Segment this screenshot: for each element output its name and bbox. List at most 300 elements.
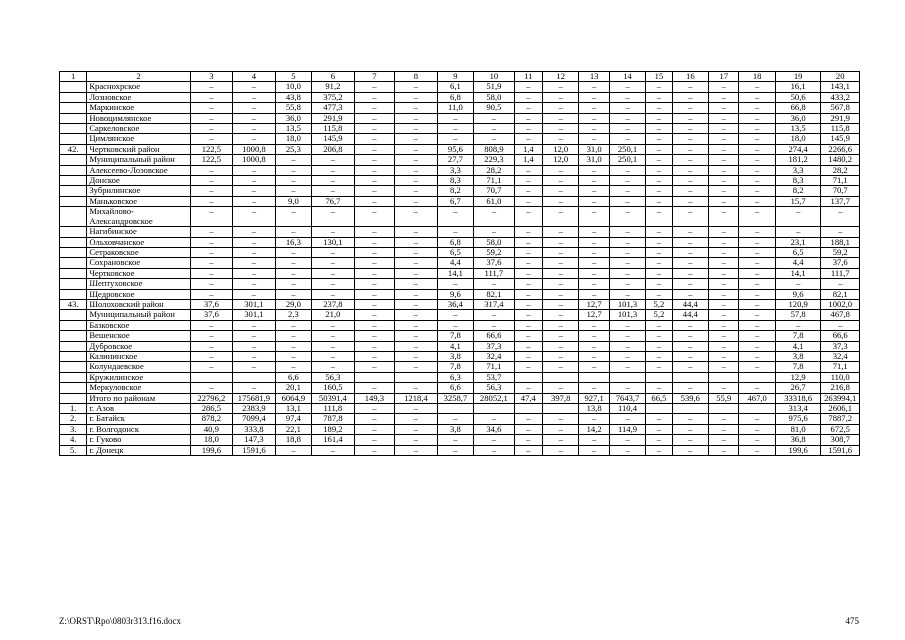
value-cell: – <box>437 124 473 134</box>
value-cell: – <box>709 196 739 206</box>
value-cell: – <box>672 144 708 154</box>
value-cell: – <box>739 227 775 237</box>
value-cell: – <box>739 445 775 455</box>
row-number-cell <box>60 196 87 206</box>
value-cell: 301,1 <box>233 310 276 320</box>
value-cell: 3258,7 <box>437 393 473 403</box>
value-cell: 1000,8 <box>233 144 276 154</box>
value-cell: 7099,4 <box>233 414 276 424</box>
value-cell: – <box>354 351 395 361</box>
value-cell: – <box>437 445 473 455</box>
value-cell: – <box>672 341 708 351</box>
value-cell: – <box>233 196 276 206</box>
row-name-cell: Донское <box>87 176 190 186</box>
column-number-cell: 10 <box>474 72 515 82</box>
value-cell: – <box>579 176 609 186</box>
value-cell: – <box>474 134 515 144</box>
value-cell: – <box>646 196 672 206</box>
value-cell: – <box>354 435 395 445</box>
value-cell: – <box>395 445 438 455</box>
row-name-cell: Сохрановское <box>87 258 190 268</box>
value-cell: – <box>579 362 609 372</box>
value-cell: 1591,6 <box>233 445 276 455</box>
value-cell: 313,4 <box>775 404 821 414</box>
value-cell: – <box>395 404 438 414</box>
row-number-cell <box>60 310 87 320</box>
value-cell: – <box>275 320 311 330</box>
value-cell: – <box>672 207 708 227</box>
value-cell: – <box>395 124 438 134</box>
row-name-cell: г. Донецк <box>87 445 190 455</box>
value-cell: – <box>233 207 276 227</box>
row-name-cell: Вешенское <box>87 331 190 341</box>
value-cell: 27,7 <box>437 155 473 165</box>
value-cell: – <box>514 124 542 134</box>
value-cell: – <box>609 176 645 186</box>
value-cell: – <box>579 268 609 278</box>
value-cell: – <box>609 289 645 299</box>
value-cell: – <box>233 82 276 92</box>
value-cell: 110,0 <box>821 372 860 382</box>
value-cell: 2266,6 <box>821 144 860 154</box>
value-cell: 250,1 <box>609 155 645 165</box>
value-cell: 29,0 <box>275 299 311 309</box>
value-cell: 32,4 <box>474 351 515 361</box>
value-cell: – <box>739 258 775 268</box>
value-cell: – <box>437 310 473 320</box>
value-cell: – <box>672 362 708 372</box>
value-cell: 6,5 <box>437 247 473 257</box>
value-cell: – <box>542 341 578 351</box>
value-cell: 44,4 <box>672 299 708 309</box>
row-number-cell <box>60 113 87 123</box>
value-cell: – <box>354 331 395 341</box>
value-cell: – <box>395 134 438 144</box>
value-cell: – <box>579 134 609 144</box>
value-cell: 28,2 <box>474 165 515 175</box>
value-cell: – <box>542 186 578 196</box>
table-row <box>60 414 860 424</box>
value-cell: 6,5 <box>775 247 821 257</box>
value-cell: – <box>354 186 395 196</box>
value-cell: – <box>275 258 311 268</box>
value-cell: 12,0 <box>542 155 578 165</box>
row-number-cell <box>60 372 87 382</box>
value-cell: – <box>542 310 578 320</box>
value-cell: 18,0 <box>190 435 233 445</box>
value-cell: – <box>579 435 609 445</box>
value-cell: – <box>646 82 672 92</box>
value-cell: – <box>354 362 395 372</box>
row-name-cell: Чертковское <box>87 268 190 278</box>
table-row <box>60 331 860 341</box>
value-cell: 71,1 <box>821 362 860 372</box>
value-cell: – <box>514 341 542 351</box>
value-cell: – <box>190 237 233 247</box>
value-cell: 787,8 <box>312 414 355 424</box>
value-cell: 95,6 <box>437 144 473 154</box>
value-cell: 7,8 <box>437 331 473 341</box>
value-cell: – <box>474 124 515 134</box>
value-cell: – <box>609 134 645 144</box>
value-cell: 58,0 <box>474 92 515 102</box>
value-cell: – <box>739 383 775 393</box>
table-row <box>60 165 860 175</box>
value-cell <box>709 372 739 382</box>
value-cell <box>739 404 775 414</box>
value-cell: – <box>395 92 438 102</box>
value-cell: – <box>739 134 775 144</box>
value-cell: – <box>354 92 395 102</box>
value-cell: – <box>579 227 609 237</box>
value-cell: – <box>354 320 395 330</box>
value-cell: 66,6 <box>474 331 515 341</box>
value-cell: – <box>514 351 542 361</box>
value-cell: – <box>609 341 645 351</box>
value-cell: – <box>609 186 645 196</box>
value-cell: – <box>312 341 355 351</box>
value-cell: – <box>437 435 473 445</box>
value-cell: – <box>739 299 775 309</box>
value-cell: – <box>646 424 672 434</box>
value-cell: – <box>275 155 311 165</box>
value-cell: – <box>312 268 355 278</box>
value-cell: 291,9 <box>312 113 355 123</box>
row-number-cell: 1. <box>60 404 87 414</box>
value-cell: 2606,1 <box>821 404 860 414</box>
value-cell: – <box>609 82 645 92</box>
value-cell: 199,6 <box>190 445 233 455</box>
value-cell: – <box>646 268 672 278</box>
table-row <box>60 144 860 154</box>
table-row <box>60 227 860 237</box>
value-cell: – <box>514 247 542 257</box>
value-cell: – <box>579 237 609 247</box>
value-cell: – <box>646 124 672 134</box>
value-cell: – <box>709 351 739 361</box>
value-cell: – <box>312 155 355 165</box>
value-cell: – <box>579 113 609 123</box>
table-row <box>60 134 860 144</box>
value-cell <box>190 372 233 382</box>
value-cell: 3,3 <box>437 165 473 175</box>
value-cell: – <box>233 103 276 113</box>
value-cell: – <box>190 289 233 299</box>
value-cell: – <box>542 351 578 361</box>
value-cell: 66,8 <box>775 103 821 113</box>
value-cell: 1591,6 <box>821 445 860 455</box>
value-cell: – <box>312 320 355 330</box>
value-cell: 5,2 <box>646 299 672 309</box>
value-cell <box>646 404 672 414</box>
value-cell: – <box>709 176 739 186</box>
value-cell: – <box>709 414 739 424</box>
value-cell: 147,3 <box>233 435 276 445</box>
value-cell: – <box>646 247 672 257</box>
value-cell: – <box>739 414 775 424</box>
value-cell: – <box>233 268 276 278</box>
row-number-cell <box>60 176 87 186</box>
value-cell: – <box>646 362 672 372</box>
value-cell: – <box>739 144 775 154</box>
value-cell: – <box>275 341 311 351</box>
value-cell: – <box>190 82 233 92</box>
value-cell: 6,6 <box>275 372 311 382</box>
value-cell: – <box>739 362 775 372</box>
value-cell: – <box>672 103 708 113</box>
value-cell: – <box>542 247 578 257</box>
value-cell: – <box>739 196 775 206</box>
value-cell: – <box>354 227 395 237</box>
row-name-cell: Шептуховское <box>87 279 190 289</box>
value-cell: – <box>579 165 609 175</box>
value-cell: – <box>437 414 473 424</box>
value-cell: – <box>542 445 578 455</box>
value-cell: – <box>542 268 578 278</box>
value-cell: – <box>609 196 645 206</box>
value-cell: – <box>395 82 438 92</box>
value-cell: – <box>609 113 645 123</box>
value-cell: – <box>672 186 708 196</box>
value-cell: 12,0 <box>542 144 578 154</box>
value-cell: – <box>646 92 672 102</box>
value-cell: – <box>275 207 311 227</box>
value-cell: – <box>514 186 542 196</box>
value-cell: – <box>395 435 438 445</box>
value-cell: 12,9 <box>775 372 821 382</box>
data-table <box>59 71 860 456</box>
value-cell: 18,0 <box>275 134 311 144</box>
value-cell: 56,3 <box>312 372 355 382</box>
value-cell: – <box>542 134 578 144</box>
value-cell: – <box>739 186 775 196</box>
value-cell: 91,2 <box>312 82 355 92</box>
value-cell: – <box>672 279 708 289</box>
row-number-cell <box>60 237 87 247</box>
value-cell: 477,3 <box>312 103 355 113</box>
row-number-cell <box>60 134 87 144</box>
value-cell <box>542 404 578 414</box>
row-name-cell: г. Волгодонск <box>87 424 190 434</box>
value-cell: – <box>646 445 672 455</box>
value-cell: – <box>275 362 311 372</box>
column-number-cell: 16 <box>672 72 708 82</box>
value-cell <box>672 372 708 382</box>
value-cell: 55,8 <box>275 103 311 113</box>
value-cell: – <box>514 237 542 247</box>
value-cell: 808,9 <box>474 144 515 154</box>
table-row <box>60 92 860 102</box>
value-cell: – <box>579 331 609 341</box>
value-cell: – <box>579 383 609 393</box>
value-cell: – <box>579 320 609 330</box>
value-cell: – <box>514 227 542 237</box>
table-row <box>60 237 860 247</box>
value-cell: 56,3 <box>474 383 515 393</box>
value-cell: – <box>395 320 438 330</box>
value-cell: – <box>709 92 739 102</box>
value-cell: – <box>275 445 311 455</box>
value-cell: – <box>646 103 672 113</box>
column-number-cell: 18 <box>739 72 775 82</box>
row-name-cell: Ольховчанское <box>87 237 190 247</box>
value-cell: – <box>542 92 578 102</box>
value-cell: 6,7 <box>437 196 473 206</box>
value-cell: – <box>672 424 708 434</box>
table-row <box>60 124 860 134</box>
value-cell: 8,3 <box>775 176 821 186</box>
value-cell: – <box>233 247 276 257</box>
value-cell: – <box>542 279 578 289</box>
table-row <box>60 310 860 320</box>
value-cell: – <box>672 268 708 278</box>
table-row <box>60 113 860 123</box>
value-cell: – <box>542 299 578 309</box>
value-cell: – <box>709 341 739 351</box>
value-cell: – <box>775 207 821 227</box>
value-cell: – <box>312 351 355 361</box>
value-cell: – <box>709 279 739 289</box>
value-cell: – <box>646 165 672 175</box>
value-cell: 13,5 <box>275 124 311 134</box>
value-cell: – <box>437 227 473 237</box>
value-cell: 145,9 <box>312 134 355 144</box>
value-cell: 6,6 <box>437 383 473 393</box>
value-cell: 51,9 <box>474 82 515 92</box>
value-cell: – <box>354 268 395 278</box>
value-cell: – <box>514 424 542 434</box>
value-cell: – <box>514 414 542 424</box>
value-cell: – <box>739 176 775 186</box>
value-cell: – <box>646 331 672 341</box>
value-cell: – <box>514 289 542 299</box>
value-cell: – <box>709 445 739 455</box>
column-number-cell: 3 <box>190 72 233 82</box>
table-row <box>60 299 860 309</box>
row-number-cell <box>60 362 87 372</box>
column-number-cell: 12 <box>542 72 578 82</box>
value-cell: – <box>514 103 542 113</box>
value-cell: – <box>672 134 708 144</box>
value-cell: 181,2 <box>775 155 821 165</box>
value-cell: – <box>739 424 775 434</box>
value-cell: 16,1 <box>775 82 821 92</box>
value-cell: – <box>514 279 542 289</box>
table-row <box>60 258 860 268</box>
value-cell: 82,1 <box>474 289 515 299</box>
value-cell: – <box>709 207 739 227</box>
value-cell: 237,8 <box>312 299 355 309</box>
value-cell: – <box>579 351 609 361</box>
value-cell: 70,7 <box>474 186 515 196</box>
value-cell: – <box>579 207 609 227</box>
value-cell <box>709 404 739 414</box>
value-cell: – <box>354 424 395 434</box>
value-cell: – <box>646 113 672 123</box>
value-cell: 317,4 <box>474 299 515 309</box>
value-cell: – <box>739 341 775 351</box>
value-cell: 8,2 <box>775 186 821 196</box>
value-cell: – <box>542 414 578 424</box>
value-cell: – <box>709 247 739 257</box>
value-cell: – <box>395 331 438 341</box>
value-cell: – <box>275 279 311 289</box>
row-name-cell: Дубровское <box>87 341 190 351</box>
row-number-cell <box>60 383 87 393</box>
value-cell: 3,8 <box>775 351 821 361</box>
value-cell: – <box>354 414 395 424</box>
value-cell: 101,3 <box>609 299 645 309</box>
header-row <box>60 72 860 82</box>
value-cell: – <box>542 331 578 341</box>
row-number-cell <box>60 351 87 361</box>
value-cell: – <box>646 279 672 289</box>
value-cell: – <box>395 351 438 361</box>
value-cell: – <box>514 165 542 175</box>
value-cell: – <box>646 155 672 165</box>
value-cell: 3,3 <box>775 165 821 175</box>
value-cell: 57,8 <box>775 310 821 320</box>
value-cell: – <box>474 207 515 227</box>
row-number-cell <box>60 279 87 289</box>
value-cell: 36,4 <box>437 299 473 309</box>
row-name-cell: Базковское <box>87 320 190 330</box>
value-cell: – <box>514 362 542 372</box>
value-cell: 672,5 <box>821 424 860 434</box>
value-cell: – <box>775 320 821 330</box>
value-cell: – <box>233 351 276 361</box>
value-cell: – <box>739 310 775 320</box>
value-cell: 28,2 <box>821 165 860 175</box>
value-cell: – <box>542 124 578 134</box>
value-cell: – <box>395 103 438 113</box>
value-cell: 71,1 <box>474 362 515 372</box>
value-cell <box>672 404 708 414</box>
value-cell: – <box>579 341 609 351</box>
value-cell: – <box>709 103 739 113</box>
value-cell: – <box>354 155 395 165</box>
value-cell: – <box>672 176 708 186</box>
value-cell: 7,8 <box>775 331 821 341</box>
value-cell <box>395 372 438 382</box>
value-cell: – <box>514 82 542 92</box>
value-cell: – <box>609 92 645 102</box>
column-number-cell: 17 <box>709 72 739 82</box>
value-cell: – <box>739 279 775 289</box>
value-cell: 539,6 <box>672 393 708 403</box>
row-number-cell <box>60 165 87 175</box>
value-cell: 13,8 <box>579 404 609 414</box>
value-cell: – <box>709 289 739 299</box>
value-cell: 263994,1 <box>821 393 860 403</box>
value-cell: – <box>542 82 578 92</box>
value-cell: – <box>609 227 645 237</box>
value-cell: – <box>739 103 775 113</box>
row-name-cell: Маркинское <box>87 103 190 113</box>
value-cell: 111,8 <box>312 404 355 414</box>
value-cell: 9,6 <box>775 289 821 299</box>
value-cell: – <box>312 258 355 268</box>
value-cell: – <box>646 258 672 268</box>
value-cell: – <box>233 124 276 134</box>
value-cell: – <box>579 124 609 134</box>
value-cell: 53,7 <box>474 372 515 382</box>
value-cell: – <box>312 165 355 175</box>
value-cell: – <box>672 320 708 330</box>
value-cell: – <box>739 207 775 227</box>
row-number-cell: 2. <box>60 414 87 424</box>
value-cell: – <box>739 351 775 361</box>
